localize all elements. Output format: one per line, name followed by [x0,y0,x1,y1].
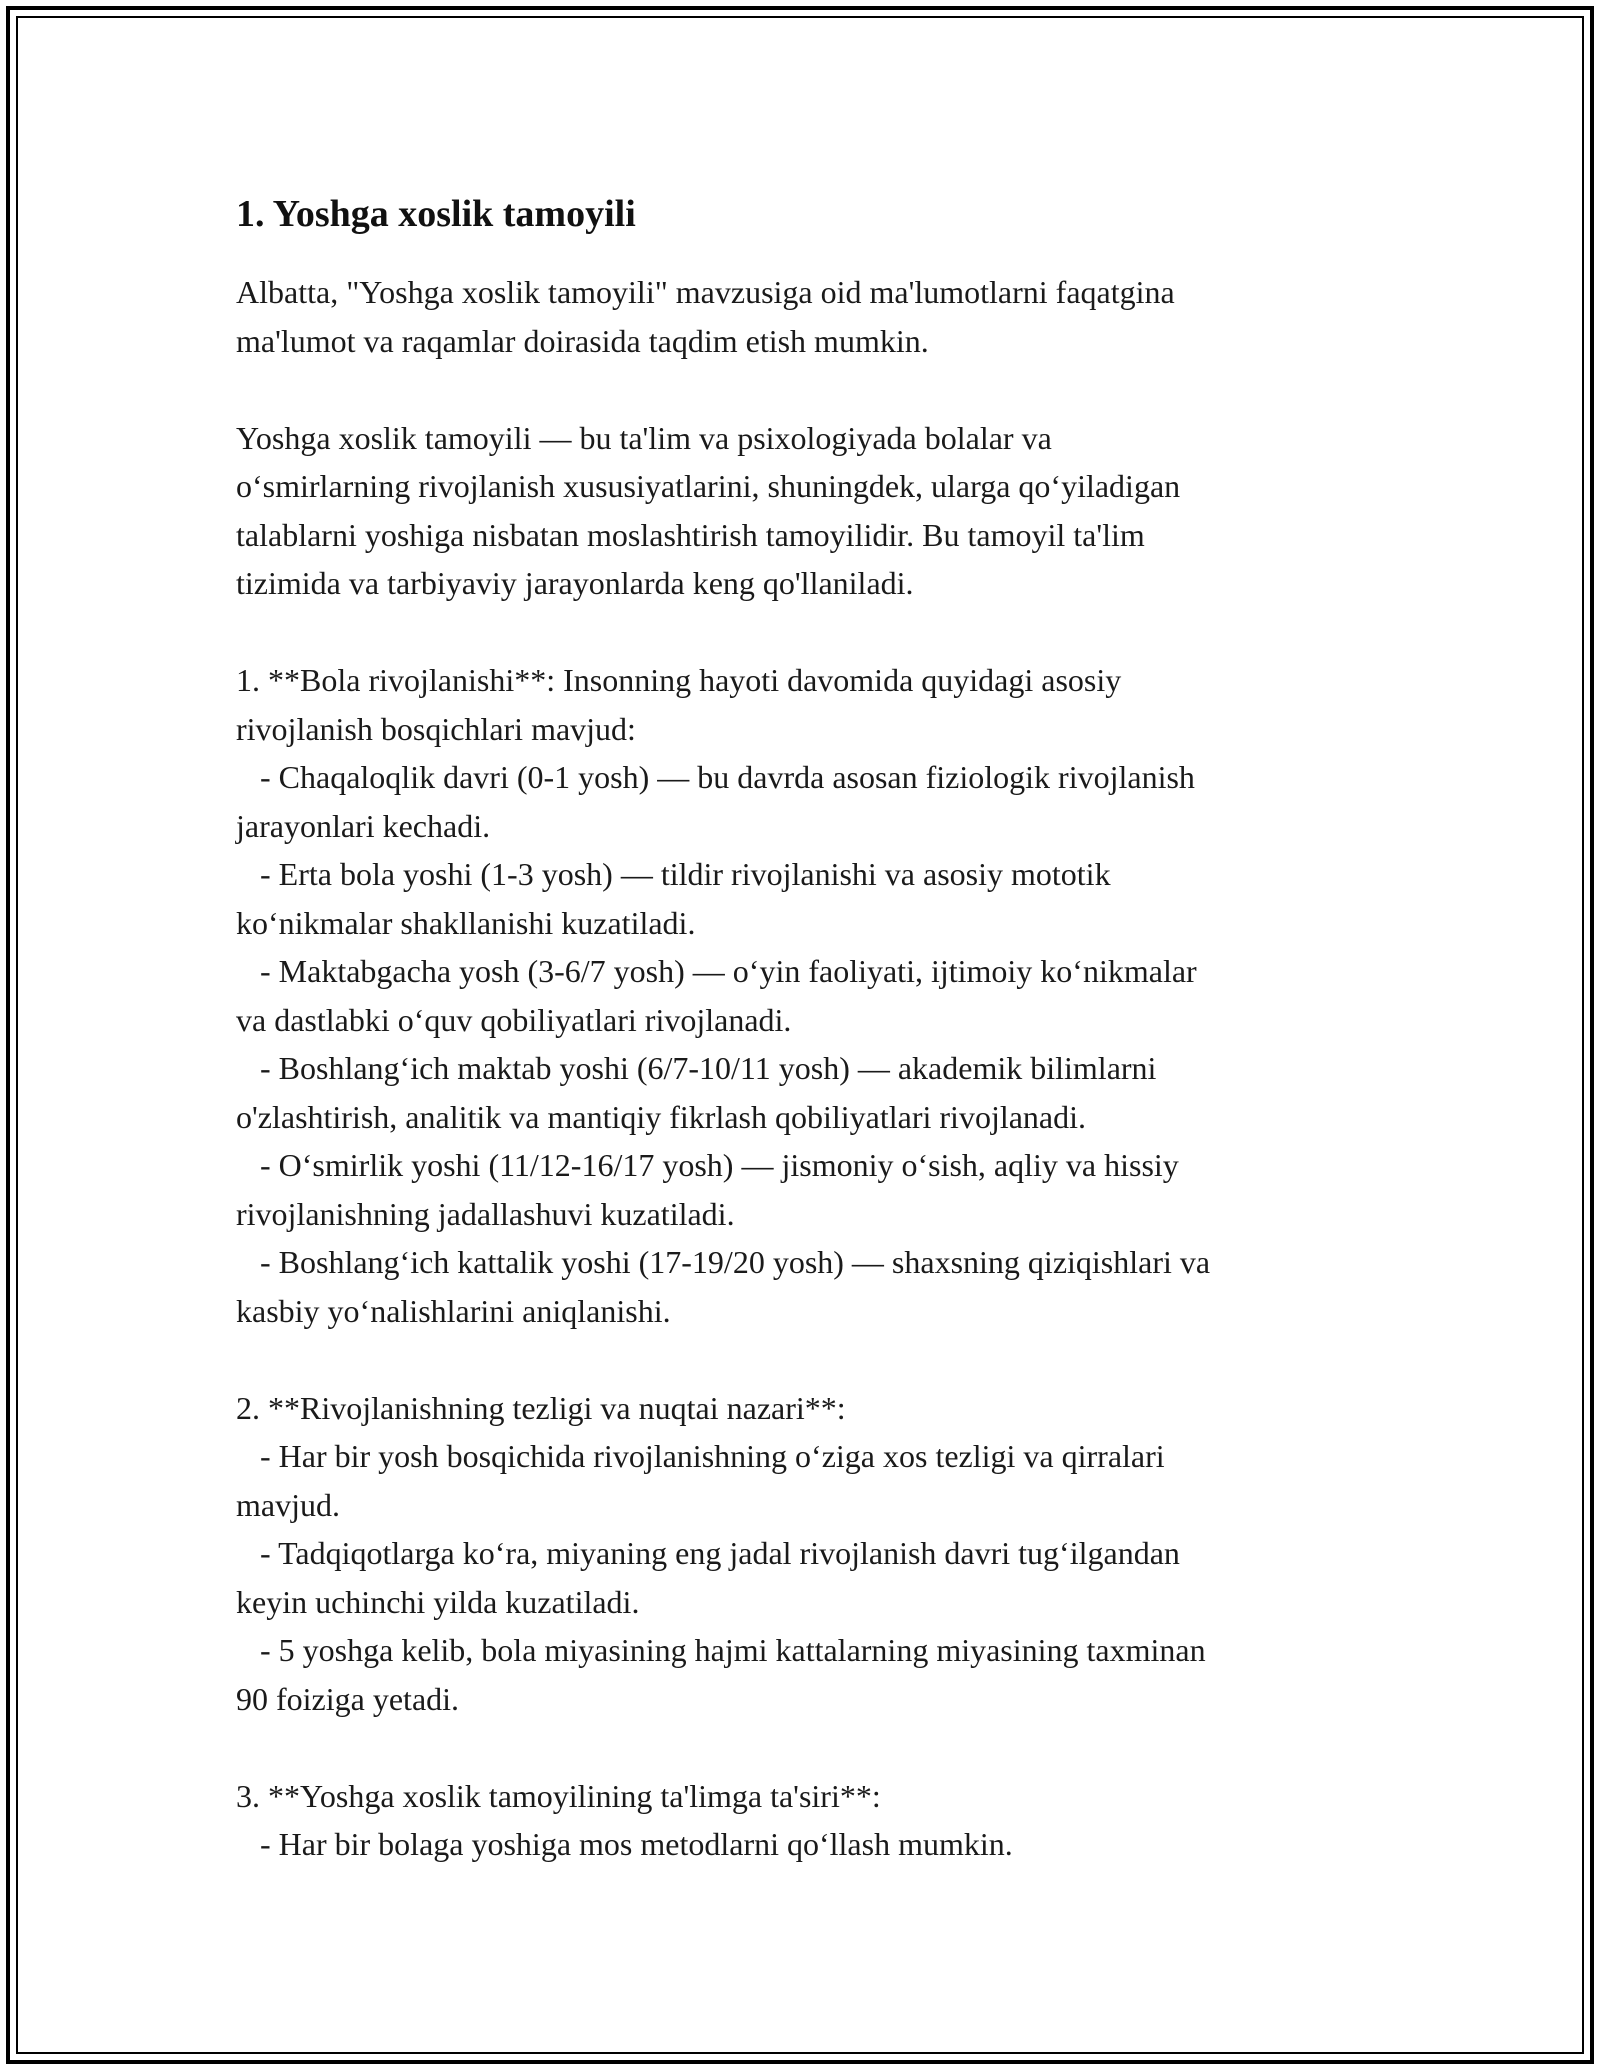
list-item-text: - Chaqaloqlik davri (0-1 yosh) — bu davrda asosan fiziologik rivojlanish [236,759,1195,795]
list-item-text: - Boshlang‘ich maktab yoshi (6/7-10/11 yosh) — akademik bilimlarni [236,1050,1157,1086]
list-item-line [236,947,1366,996]
list-item-line [236,1626,1366,1675]
list-item-text: - Boshlang‘ich kattalik yoshi (17-19/20 yosh) — shaxsning qiziqishlari va [236,1244,1211,1280]
list-item-continuation: o'zlashtirish, analitik va mantiqiy fikrlash qobiliyatlari rivojlanadi. [236,1098,1087,1135]
list-item-continuation: kasbiy yo‘nalishlarini aniqlanishi. [236,1292,671,1329]
section-development-speed [236,1384,1366,1724]
list-item-text: - 5 yoshga kelib, bola miyasining hajmi kattalarning miyasining taxminan [236,1632,1206,1668]
definition-line: Yoshga xoslik tamoyili — bu ta'lim va psixologiyada bolalar va [236,419,1052,456]
intro-line: ma'lumot va raqamlar doirasida taqdim etish mumkin. [236,322,929,359]
list-item-continuation: keyin uchinchi yilda kuzatiladi. [236,1583,640,1620]
section-education-impact [236,1772,1366,1869]
document-body [236,188,1366,1869]
list-item-line [236,1044,1366,1093]
definition-line: o‘smirlarning rivojlanish xususiyatlarini, shuningdek, ularga qo‘yiladigan [236,468,1181,504]
section-heading-line: rivojlanish bosqichlari mavjud: [236,710,636,747]
list-item-text: - Har bir yosh bosqichida rivojlanishning o‘ziga xos tezligi va qirralari [236,1438,1165,1474]
list-item-continuation: ko‘nikmalar shakllanishi kuzatiladi. [236,904,696,941]
intro-paragraph [236,268,1366,365]
section-heading-line: 1. **Bola rivojlanishi**: Insonning hayoti davomida quyidagi asosiy [236,662,1122,698]
list-item-continuation: 90 foiziga yetadi. [236,1680,460,1717]
list-item-line [236,1432,1366,1481]
list-item-continuation: rivojlanishning jadallashuvi kuzatiladi. [236,1195,735,1232]
list-item-line [236,753,1366,802]
list-item-text: - Maktabgacha yosh (3-6/7 yosh) — o‘yin faoliyati, ijtimoiy ko‘nikmalar [236,953,1197,989]
section-development-stages [236,656,1366,1335]
list-item-continuation: mavjud. [236,1486,340,1523]
section-heading-line: 2. **Rivojlanishning tezligi va nuqtai nazari**: [236,1389,846,1426]
list-item-text: - Erta bola yoshi (1-3 yosh) — tildir rivojlanishi va asosiy mototik [236,856,1111,892]
definition-paragraph [236,414,1366,608]
list-item-line [236,1529,1366,1578]
list-item-line [236,850,1366,899]
list-item-continuation: va dastlabki o‘quv qobiliyatlari rivojlanadi. [236,1001,792,1038]
list-item-line [236,1238,1366,1287]
document-title: 1. Yoshga xoslik tamoyili [236,193,636,235]
intro-line: Albatta, "Yoshga xoslik tamoyili" mavzusiga oid ma'lumotlarni faqatgina [236,274,1175,310]
list-item-text: - O‘smirlik yoshi (11/12-16/17 yosh) — jismoniy o‘sish, aqliy va hissiy [236,1147,1179,1183]
definition-line: talablarni yoshiga nisbatan moslashtirish tamoyilidir. Bu tamoyil ta'lim [236,516,1145,553]
list-item-text: - Har bir bolaga yoshiga mos metodlarni qo‘llash mumkin. [236,1826,1013,1862]
list-item-line [236,1820,1366,1869]
definition-line: tizimida va tarbiyaviy jarayonlarda keng qo'llaniladi. [236,565,914,601]
list-item-continuation: jarayonlari kechadi. [236,807,491,844]
list-item-text: - Tadqiqotlarga ko‘ra, miyaning eng jadal rivojlanish davri tug‘ilgandan [236,1535,1180,1571]
list-item-line [236,1141,1366,1190]
section-heading-line: 3. **Yoshga xoslik tamoyilining ta'limga ta'siri**: [236,1777,881,1814]
